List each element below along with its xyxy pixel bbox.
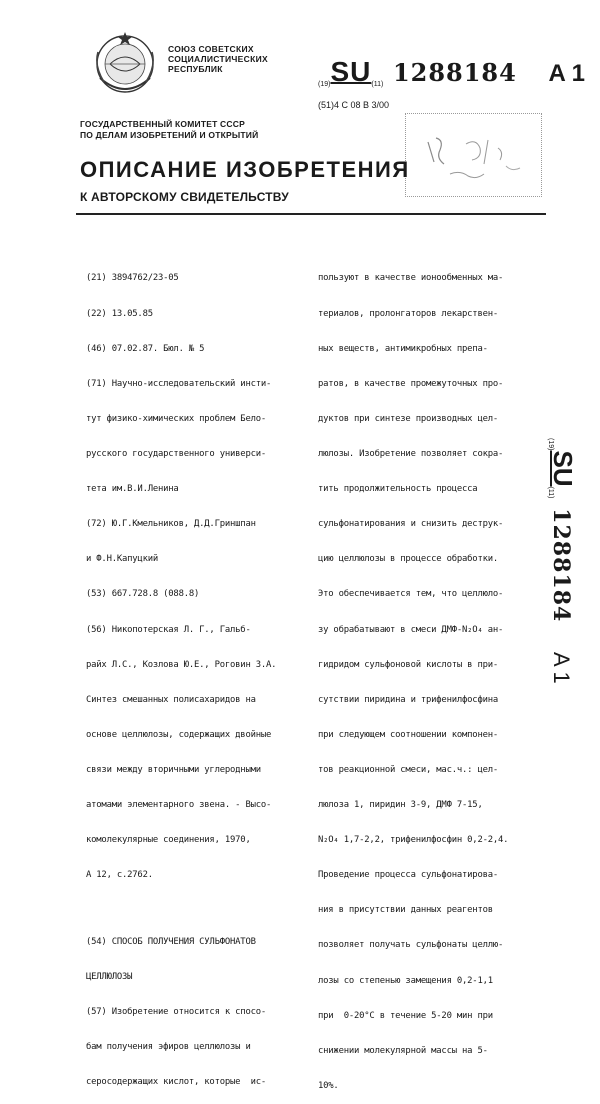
abstract-line: лозы со степенью замещения 0,2-1,1 (318, 975, 493, 986)
ussr-emblem-icon (90, 28, 160, 98)
union-line: РЕСПУБЛИК (168, 64, 223, 74)
invention-title-line: (54) СПОСОБ ПОЛУЧЕНИЯ СУЛЬФОНАТОВ (86, 936, 256, 947)
abstract-line: 10%. (318, 1080, 339, 1091)
biblio-line: (21) 3894762/23-05 (86, 273, 179, 284)
biblio-line: (56) Никопотерская Л. Г., Гальб- (86, 624, 251, 635)
code-11: (11) (547, 486, 554, 499)
invention-title-line: ЦЕЛЛЮЛОЗЫ (86, 971, 133, 982)
code-19: (19) (318, 81, 331, 88)
code-11: (11) (371, 81, 384, 88)
country-code: SU (330, 56, 372, 87)
biblio-line: комолекулярные соединения, 1970, (86, 835, 251, 846)
biblio-line: (71) Научно-исследовательский инсти- (86, 378, 272, 389)
classification: (51)4 С 08 В 3/00 (318, 100, 390, 110)
abstract-line: бам получения эфиров целлюлозы и (86, 1042, 251, 1053)
biblio-line: и Ф.Н.Капуцкий (86, 554, 159, 565)
biblio-line: связи между вторичными углеродными (86, 764, 261, 775)
abstract-line: тить продолжительность процесса (318, 484, 478, 495)
abstract-line: люлоза 1, пиридин 3-9, ДМФ 7-15, (318, 800, 483, 811)
abstract-line: сутствии пиридина и трифенилфосфина (318, 694, 499, 705)
biblio-line: тета им.В.И.Ленина (86, 484, 179, 495)
abstract-line: снижении молекулярной массы на 5- (318, 1045, 488, 1056)
abstract-line: цию целлюлозы в процессе обработки. (318, 554, 499, 565)
biblio-line: Синтез смешанных полисахаридов на (86, 694, 256, 705)
abstract-line: серосодержащих кислот, которые ис- (86, 1077, 267, 1088)
right-column (318, 250, 543, 1104)
document-title: ОПИСАНИЕ ИЗОБРЕТЕНИЯ (80, 157, 410, 182)
abstract-line: ния в присутствии данных реагентов (318, 905, 493, 916)
biblio-line: (72) Ю.Г.Кмельников, Д.Д.Гриншпан (86, 519, 256, 530)
abstract-line: Это обеспечивается тем, что целлюло- (318, 589, 504, 600)
abstract-line: (57) Изобретение относится к спосо- (86, 1007, 267, 1017)
kind-code: A 1 (548, 60, 585, 87)
committee-name (80, 119, 258, 141)
biblio-line: (53) 667.728.8 (088.8) (86, 589, 200, 600)
abstract-line: дуктов при синтезе производных цел- (318, 413, 499, 424)
abstract-line: позволяет получать сульфонаты целлю- (318, 940, 504, 951)
abstract-line: тов реакционной смеси, мас.ч.: цел- (318, 764, 499, 775)
biblio-line: райх Л.С., Козлова Ю.Е., Роговин З.А. (86, 659, 277, 670)
committee-line: ГОСУДАРСТВЕННЫЙ КОМИТЕТ СССР (80, 119, 245, 129)
abstract-line: пользуют в качестве ионообменных ма- (318, 273, 504, 284)
left-column (86, 250, 301, 1101)
union-line: СОЮЗ СОВЕТСКИХ (168, 44, 254, 54)
abstract-line: ратов, в качестве промежуточных про- (318, 378, 504, 389)
code-19: (19) (547, 438, 554, 451)
abstract-line: сульфонатирования и снизить деструк- (318, 519, 504, 530)
document-subtitle: К АВТОРСКОМУ СВИДЕТЕЛЬСТВУ (80, 190, 289, 204)
header-divider (76, 213, 546, 215)
union-name (168, 44, 268, 74)
abstract-line: при 0-20°С в течение 5-20 мин при (318, 1010, 493, 1021)
publication-number (318, 56, 585, 86)
biblio-line: атомами элементарного звена. - Высо- (86, 800, 272, 811)
biblio-line: основе целлюлозы, содержащих двойные (86, 729, 272, 740)
abstract-line: люлозы. Изобретение позволяет сокра- (318, 448, 504, 459)
union-line: СОЦИАЛИСТИЧЕСКИХ (168, 54, 268, 64)
abstract-line: териалов, пролонгаторов лекарствен- (318, 308, 499, 319)
vertical-publication-number (547, 438, 578, 684)
abstract-line: Проведение процесса сульфонатирова- (318, 870, 499, 881)
biblio-line: русского государственного универси- (86, 448, 267, 459)
kind-code: A 1 (549, 651, 574, 684)
abstract-line: N₂O₄ 1,7-2,2, трифенилфосфин 0,2-2,4. (318, 835, 509, 846)
biblio-line: тут физико-химических проблем Бело- (86, 413, 267, 424)
abstract-line: зу обрабатывают в смеси ДМФ-N₂O₄ ан- (318, 624, 504, 635)
biblio-line: А 12, с.2762. (86, 870, 153, 881)
biblio-line: (46) 07.02.87. Бюл. № 5 (86, 343, 205, 354)
biblio-line: (22) 13.05.85 (86, 308, 153, 319)
abstract-line: при следующем соотношении компонен- (318, 729, 499, 740)
country-code: SU (548, 450, 578, 487)
committee-line: ПО ДЕЛАМ ИЗОБРЕТЕНИЙ И ОТКРЫТИЙ (80, 130, 259, 140)
abstract-line: ных веществ, антимикробных препа- (318, 343, 488, 354)
patent-number: 1288184 (548, 508, 574, 623)
abstract-line: гидридом сульфоновой кислоты в при- (318, 659, 499, 670)
patent-number: 1288184 (392, 58, 517, 87)
library-stamp (405, 113, 542, 197)
